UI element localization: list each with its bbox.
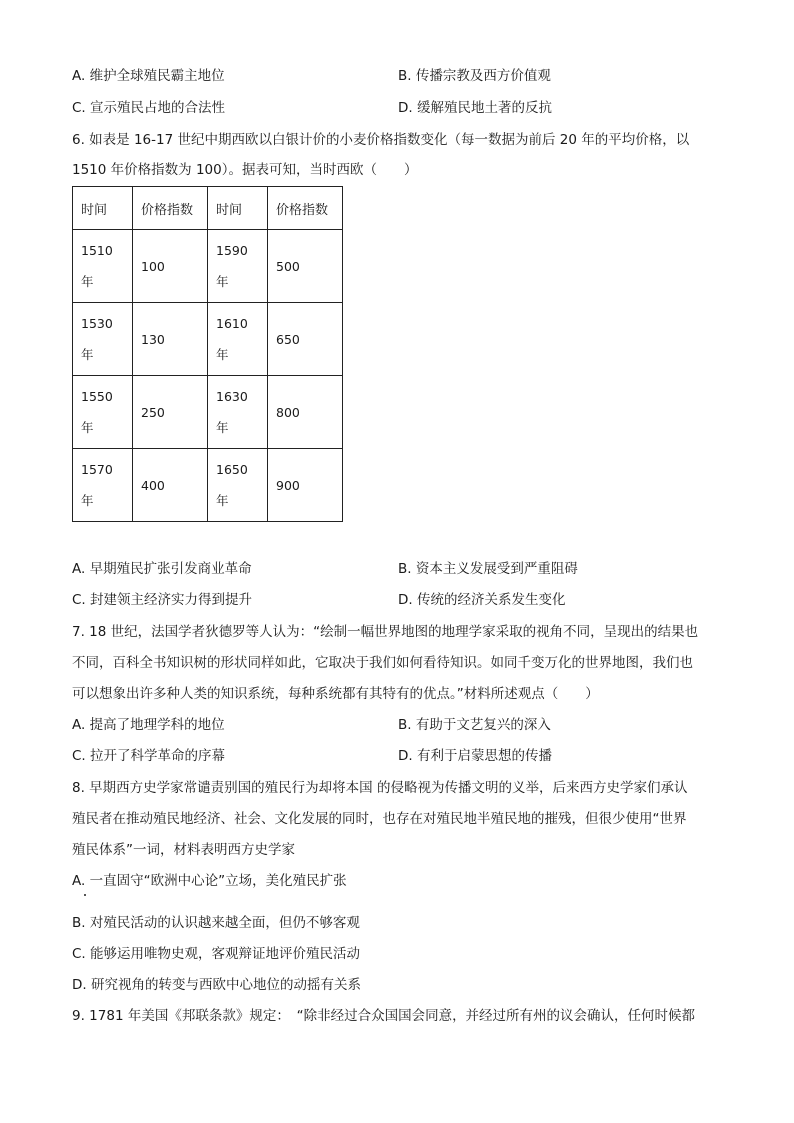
year-number: 1570: [81, 462, 113, 477]
table-row: [73, 303, 343, 376]
table-header-row: [73, 187, 343, 230]
table-header-cell: 价格指数: [268, 187, 343, 230]
q6-option-b: B. 资本主义发展受到严重阻碍: [398, 561, 578, 577]
year-number: 1630: [216, 389, 248, 404]
table-cell-year: [73, 376, 133, 449]
price-index-table: [72, 186, 343, 522]
q6-option-d: D. 传统的经济关系发生变化: [398, 592, 566, 608]
q8-option-d: D. 研究视角的转变与西欧中心地位的动摇有关系: [72, 977, 361, 993]
q7-stem-line-2: 不同，百科全书知识树的形状同样如此，它取决于我们如何看待知识。如同千变万化的世界地图，我们也: [72, 655, 693, 671]
q7-stem-line-1: 7. 18 世纪，法国学者狄德罗等人认为：“绘制一幅世界地图的地理学家采取的视角不同，呈现出的结果也: [72, 624, 699, 640]
q5-option-a: A. 维护全球殖民霸主地位: [72, 68, 225, 84]
q9-stem-line-1: 9. 1781 年美国《邦联条款》规定： “除非经过合众国国会同意，并经过所有州的议会确认，任何时候都: [72, 1008, 696, 1024]
table-header-cell: 价格指数: [133, 187, 208, 230]
table-cell-index: 130: [133, 303, 208, 376]
table-row: [73, 449, 343, 522]
table-cell-year: [208, 376, 268, 449]
q5-option-c: C. 宣示殖民占地的合法性: [72, 100, 226, 116]
table-cell-year: [208, 449, 268, 522]
q6-stem-line-1: 6. 如表是 16-17 世纪中期西欧以白银计价的小麦价格指数变化（每一数据为前后 20 年的平均价格，以: [72, 132, 690, 148]
year-unit: 年: [216, 493, 229, 508]
table-cell-index: 100: [133, 230, 208, 303]
table-cell-index: 400: [133, 449, 208, 522]
q6-stem-line-2: 1510 年价格指数为 100）。据表可知，当时西欧（ ）: [72, 162, 418, 178]
year-unit: 年: [81, 347, 94, 362]
table-cell-index: 900: [268, 449, 343, 522]
table-cell-index: 250: [133, 376, 208, 449]
q8-option-a: A. 一直固守“欧洲中心论”立场，美化殖民扩张: [72, 873, 347, 889]
table-cell-index: 800: [268, 376, 343, 449]
table-row: [73, 376, 343, 449]
year-number: 1610: [216, 316, 248, 331]
year-number: 1510: [81, 243, 113, 258]
year-unit: 年: [216, 347, 229, 362]
table-cell-year: [73, 303, 133, 376]
year-unit: 年: [216, 420, 229, 435]
q8-stem-line-2: 殖民者在推动殖民地经济、社会、文化发展的同时，也存在对殖民地半殖民地的摧残，但很少使用“世界: [72, 811, 687, 827]
q8-stem-line-1: 8. 早期西方史学家常谴责别国的殖民行为却将本国 的侵略视为传播文明的义举，后来西方史学家们承认: [72, 780, 688, 796]
year-unit: 年: [216, 274, 229, 289]
q7-stem-line-3: 可以想象出许多种人类的知识系统，每种系统都有其特有的优点。”材料所述观点（ ）: [72, 686, 599, 702]
q7-option-c: C. 拉开了科学革命的序幕: [72, 748, 226, 764]
q5-option-d: D. 缓解殖民地土著的反抗: [398, 100, 552, 116]
table-row: [73, 230, 343, 303]
table-cell-year: [208, 230, 268, 303]
stray-dot-mark: [84, 894, 86, 896]
q8-option-c: C. 能够运用唯物史观，客观辩证地评价殖民活动: [72, 946, 361, 962]
year-unit: 年: [81, 420, 94, 435]
q8-stem-line-3: 殖民体系”一词，材料表明西方史学家: [72, 842, 295, 858]
q7-option-a: A. 提高了地理学科的地位: [72, 717, 225, 733]
year-unit: 年: [81, 493, 94, 508]
table-cell-index: 650: [268, 303, 343, 376]
year-number: 1650: [216, 462, 248, 477]
table-cell-index: 500: [268, 230, 343, 303]
q6-option-a: A. 早期殖民扩张引发商业革命: [72, 561, 252, 577]
q8-option-b: B. 对殖民活动的认识越来越全面，但仍不够客观: [72, 915, 360, 931]
year-number: 1530: [81, 316, 113, 331]
q6-option-c: C. 封建领主经济实力得到提升: [72, 592, 253, 608]
year-number: 1590: [216, 243, 248, 258]
q5-option-b: B. 传播宗教及西方价值观: [398, 68, 551, 84]
table-cell-year: [208, 303, 268, 376]
table-cell-year: [73, 449, 133, 522]
q7-option-d: D. 有利于启蒙思想的传播: [398, 748, 552, 764]
table-header-cell: 时间: [73, 187, 133, 230]
table-cell-year: [73, 230, 133, 303]
table-header-cell: 时间: [208, 187, 268, 230]
year-unit: 年: [81, 274, 94, 289]
year-number: 1550: [81, 389, 113, 404]
q7-option-b: B. 有助于文艺复兴的深入: [398, 717, 551, 733]
